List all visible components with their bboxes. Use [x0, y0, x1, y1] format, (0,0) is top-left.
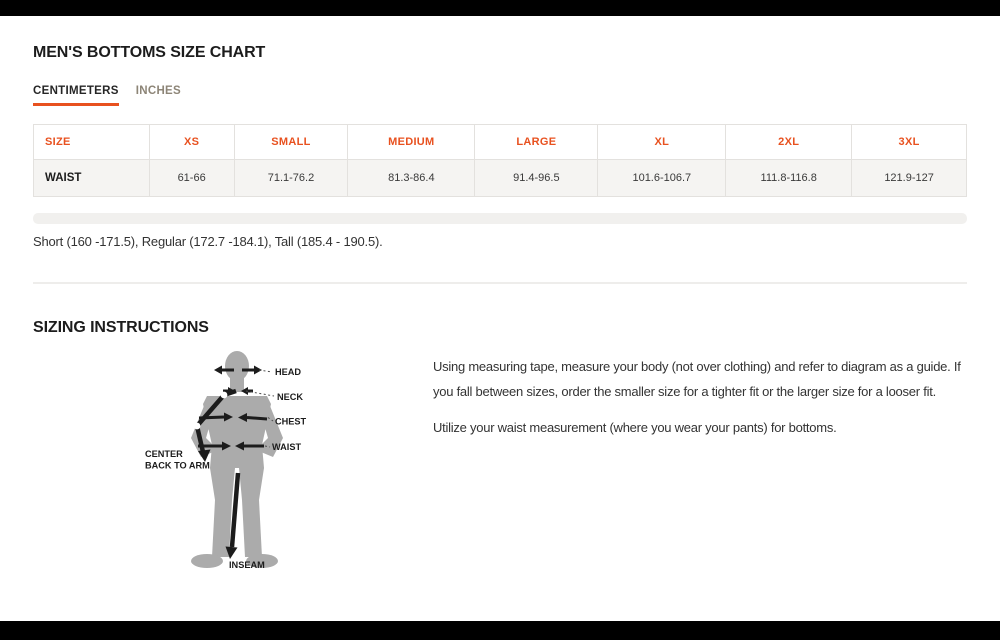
- sizing-instructions-section: [33, 350, 967, 580]
- label-center-back-to-arm-line1: CENTER: [145, 449, 183, 459]
- section-divider: [33, 282, 967, 284]
- tab-centimeters[interactable]: CENTIMETERS: [33, 85, 119, 106]
- unit-tabs: [33, 85, 967, 106]
- length-note: Short (160 -171.5), Regular (172.7 -184.1), Tall (185.4 - 190.5).: [33, 234, 383, 249]
- column-header-size: SIZE: [34, 125, 150, 160]
- measurement-diagram: [145, 350, 335, 580]
- label-center-back-to-arm-line2: BACK TO ARM: [145, 460, 210, 471]
- measurement-cell: 91.4-96.5: [475, 160, 598, 197]
- label-neck: NECK: [277, 392, 304, 402]
- table-scrollbar-track[interactable]: [33, 213, 967, 224]
- label-head: HEAD: [275, 367, 302, 377]
- column-header-xl: XL: [598, 125, 726, 160]
- instruction-paragraph-2: Utilize your waist measurement (where you wear your pants) for bottoms.: [433, 420, 837, 435]
- column-header-large: LARGE: [475, 125, 598, 160]
- column-header-medium: MEDIUM: [348, 125, 475, 160]
- label-chest: CHEST: [275, 416, 307, 427]
- column-header-3xl: 3XL: [852, 125, 967, 160]
- top-letterbox-bar: [0, 0, 1000, 16]
- page-title: MEN'S BOTTOMS SIZE CHART: [33, 44, 266, 61]
- column-header-2xl: 2XL: [726, 125, 852, 160]
- body-measurement-diagram: [145, 350, 335, 575]
- instruction-paragraph-1: Using measuring tape, measure your body (not over clothing) and refer to diagram as a guide. If you fall between sizes, order the smaller size for a tighter fit or the larger size for a looser fit.: [433, 359, 961, 399]
- table-row: [34, 160, 967, 197]
- label-waist: WAIST: [272, 442, 302, 452]
- size-table: [33, 124, 967, 197]
- tab-inches[interactable]: INCHES: [135, 85, 181, 97]
- column-header-xs: XS: [149, 125, 234, 160]
- measurement-cell: 81.3-86.4: [348, 160, 475, 197]
- measurement-cell: 71.1-76.2: [234, 160, 348, 197]
- column-header-small: SMALL: [234, 125, 348, 160]
- measurement-cell: 111.8-116.8: [726, 160, 852, 197]
- measurement-cell: 121.9-127: [852, 160, 967, 197]
- measurement-cell: 61-66: [149, 160, 234, 197]
- sizing-instructions-text: [433, 350, 967, 580]
- size-chart-page: [0, 16, 1000, 621]
- sizing-instructions-heading: SIZING INSTRUCTIONS: [33, 319, 209, 336]
- label-inseam: INSEAM: [229, 560, 265, 570]
- row-header-waist: WAIST: [34, 160, 150, 197]
- bottom-letterbox-bar: [0, 621, 1000, 640]
- measurement-cell: 101.6-106.7: [598, 160, 726, 197]
- header-row: [34, 125, 967, 160]
